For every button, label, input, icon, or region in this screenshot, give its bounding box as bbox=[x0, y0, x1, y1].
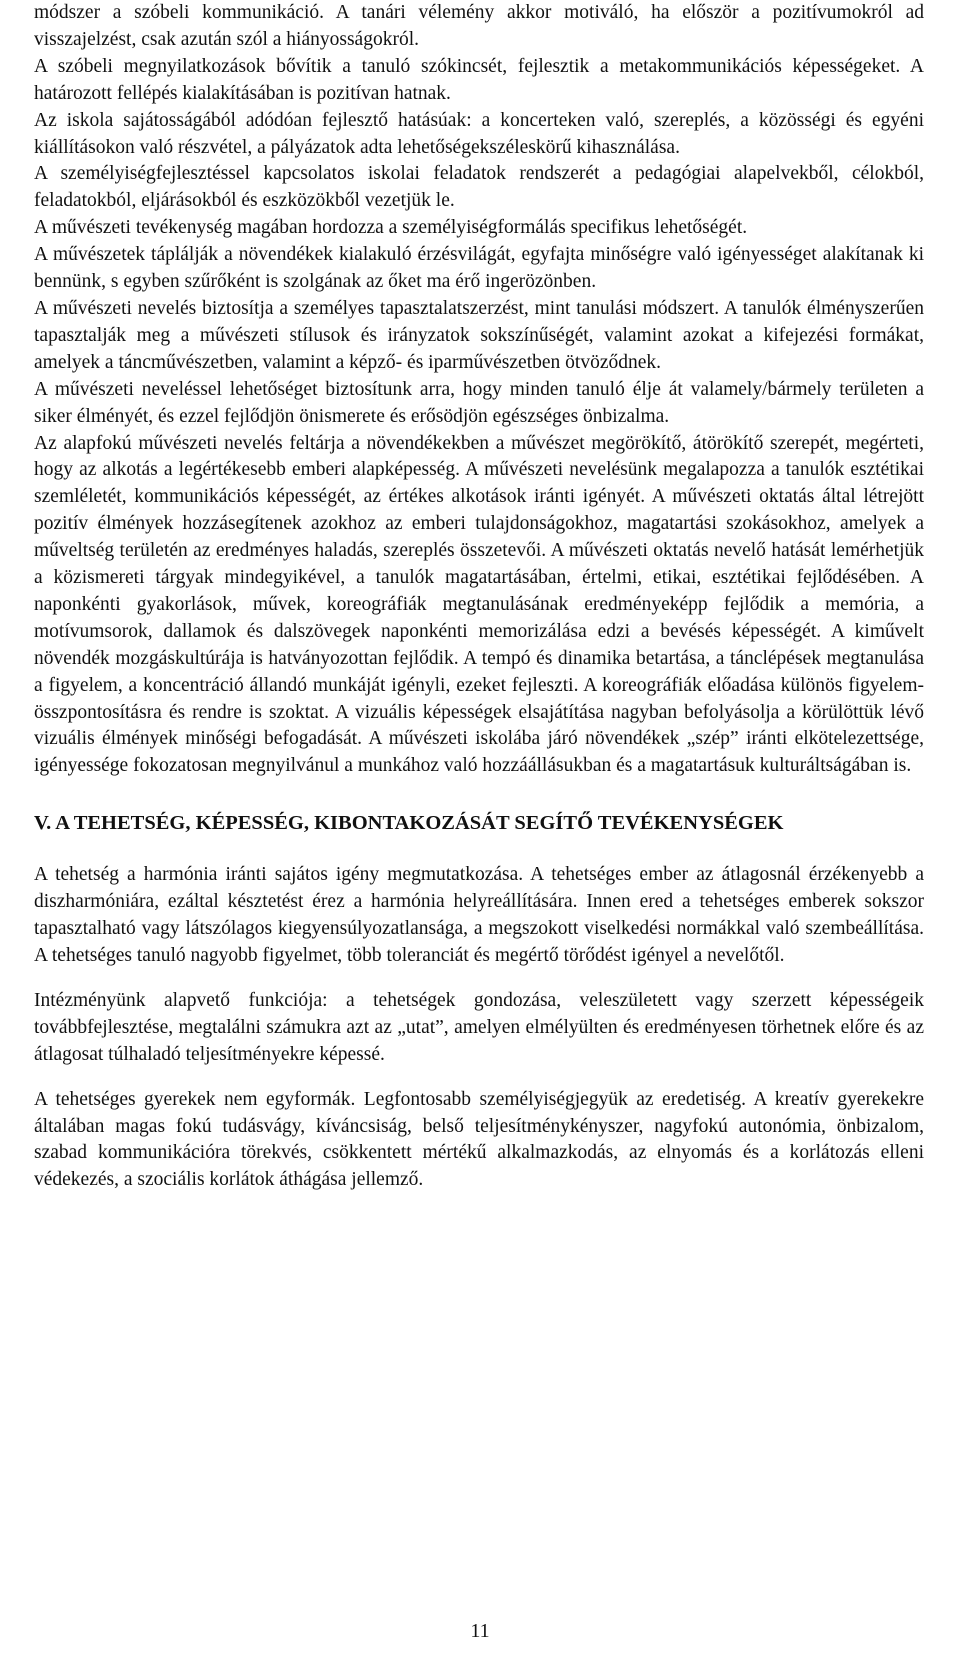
paragraph-szobeli-megnyilatkozasok: A szóbeli megnyilatkozások bővítik a tanuló szókincsét, fejlesztik a metakommunikációs képességeket. A határozott fellépés kialakításában is pozitívan hatnak. bbox=[34, 55, 924, 104]
paragraph-tehetseg-harmonia: A tehetség a harmónia iránti sajátos igény megmutatkozása. A tehetséges ember az átlagosnál érzékenyebb a diszharmóniára, ezáltal késztetést érez a harmónia helyreállítására. Innen ered a tehetséges emberek sokszor tapasztalható vagy látszólagos kiegyensúlyozatlansága, a megszokott viselkedési normákkal való szembeállítása. A tehetséges tanuló nagyobb figyelmet, több toleranciát és megértő törődést igényel a nevelőtől. bbox=[34, 864, 924, 966]
paragraph-muveszeti-tevekenyseg: A művészeti tevékenység magában hordozza a személyiségformálás specifikus lehetőségét. bbox=[34, 217, 748, 239]
section-heading: V. A TEHETSÉG, KÉPESSÉG, KIBONTAKOZÁSÁT SEGÍTŐ TEVÉKENYSÉGEK bbox=[34, 812, 784, 835]
page-number: 11 bbox=[470, 1620, 490, 1642]
paragraph-spacer bbox=[34, 970, 924, 988]
paragraph-szemelyisegfejlesztes: A személyiségfejlesztéssel kapcsolatos iskolai feladatok rendszerét a pedagógiai alapelvekből, célokból, feladatokból, eljárásokból és eszközökből vezetjük le. bbox=[34, 163, 924, 212]
document-page bbox=[34, 0, 924, 1194]
paragraph-siker-elmeny: A művészeti neveléssel lehetőséget biztosítunk arra, hogy minden tanuló élje át valamely/bármely területen a siker élményét, és ezzel fejlődjön önismerete és erősödjön egészséges önbizalma. bbox=[34, 378, 924, 427]
paragraph-muveszeti-neveles: A művészeti nevelés biztosítja a személyes tapasztalatszerzést, mint tanulási módszert. A tanulók élményszerűen tapasztalják meg a művészeti stílusok és irányzatok sokszínűségét, valamint azokat a kifejezési formákat, amelyek a táncművészetben, valamint a képző- és iparművészetben ötvöződnek. bbox=[34, 297, 924, 373]
paragraph-tanari-velemeny: módszer a szóbeli kommunikáció. A tanári vélemény akkor motiváló, ha először a pozitívumokról ad visszajelzést, csak azután szól a hiányosságokról. bbox=[34, 2, 924, 50]
paragraph-muveszetek-taplaljak: A művészetek táplálják a növendékek kialakuló érzésvilágát, egyfajta minőségre való igényességet alakítanak ki bennünk, s egyben szűrőként is szolgának az őket ma érő ingerözönben. bbox=[34, 244, 924, 293]
paragraph-alapfoku-muveszeti-neveles: Az alapfokú művészeti nevelés feltárja a növendékekben a művészet megörökítő, átörökítő szerepét, megérteti, hogy az alkotás a legértékesebb emberi alapképesség. A művészeti nevelésünk megalapozza a tanulók esztétikai szemléletét, kommunikációs képességét, az értékes alkotások iránti igényét. A művészeti oktatás által létrejött pozitív élmények hozzásegítenek azokhoz az emberi tulajdonságokhoz, magatartási szokásokhoz, amelyek a műveltség területén az eredményes haladás, szereplés összetevői. A művészeti oktatás nevelő hatását lemérhetjük a közismereti tárgyak mindegyikével, a tanulók magatartásában, értelmi, etikai, esztétikai fejlődésében. A naponkénti gyakorlások, művek, koreográfiák megtanulásának eredményeképp fejlődik a memória, a motívumsorok, dallamok és dalszövegek naponkénti memorizálása edzi a bevésés képességét. A kiművelt növendék mozgáskultúrája is hatványozottan fejlődik. A tempó és dinamika betartása, a tánclépések megtanulása a figyelem, a koncentráció állandó munkáját igényli, ezeket fejleszti. A koreográfiák előadása különös figyelem-összpontosításra és rendre is szoktat. A vizuális képességek elsajátítása nagyban befolyásolja a körülöttük lévő vizuális élmények minőségi befogadását. A művészeti iskolába járó növendékek „szép” iránti elkötelezettsége, igényessége fokozatosan megnyilvánul a munkához való hozzáállásukban és a magatartásuk kulturáltságában is. bbox=[34, 432, 924, 777]
paragraph-iskola-sajatossaga: Az iskola sajátosságából adódóan fejlesztő hatásúak: a koncerteken való, szereplés, a közösségi és egyéni kiállításokon való részvétel, a pályázatok adta lehetőségekszéleskörű kihasználása. bbox=[34, 109, 924, 158]
paragraph-tehetseges-gyerekek: A tehetséges gyerekek nem egyformák. Legfontosabb személyiségjegyük az eredetiség. A kreatív gyerekekre általában magas fokú tudásvágy, kíváncsiság, belső teljesítménykényszer, nagyfokú autonómia, önbizalom, szabad kommunikációra törekvés, csökkentett mértékű alkalmazkodás, az elnyomás és a korlátozás elleni védekezés, a szociális korlátok áthágása jellemző. bbox=[34, 1088, 924, 1191]
paragraph-spacer bbox=[34, 1069, 924, 1087]
paragraph-intezmeny-funkcio: Intézményünk alapvető funkciója: a tehetségek gondozása, veleszületett vagy szerzett képességeik továbbfejlesztése, megtalálni számukra azt az „utat”, amelyen elmélyülten és eredményesen törhetnek előre és az átlagosat túlhaladó teljesítményekre képessé. bbox=[34, 989, 924, 1065]
